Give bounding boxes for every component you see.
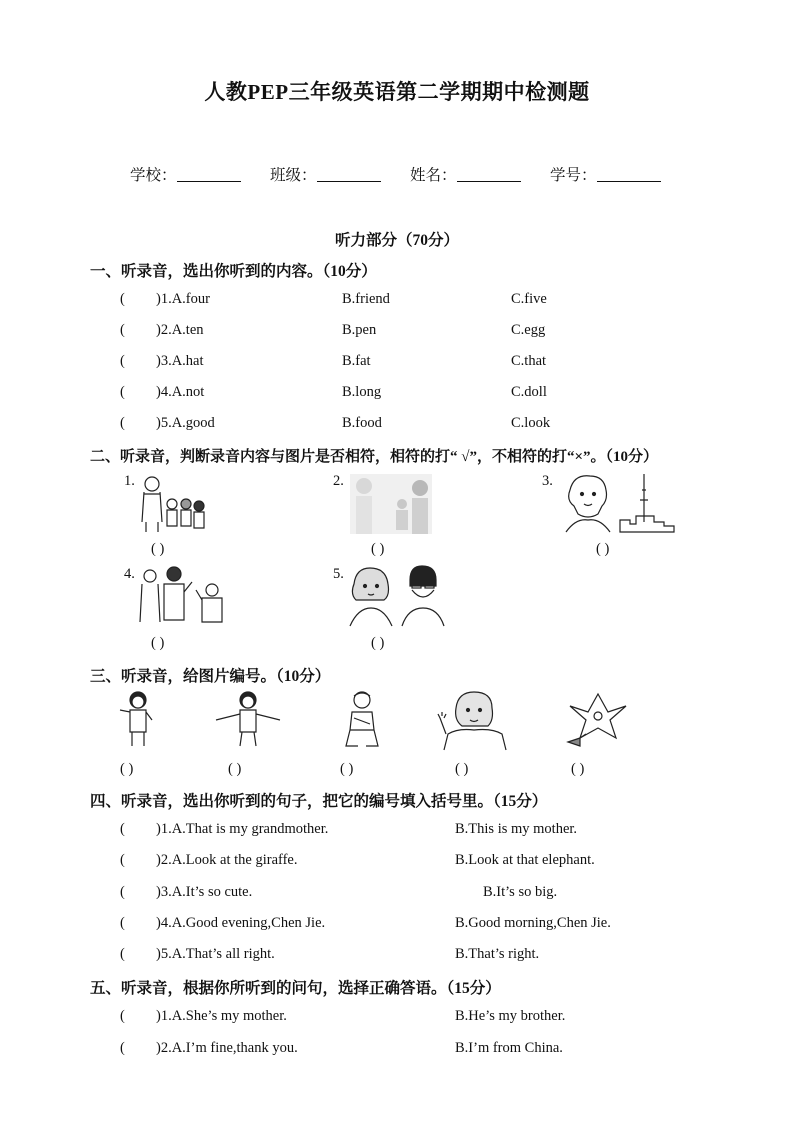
- option-b: B.friend: [342, 291, 390, 307]
- option-b: B.fat: [342, 353, 371, 369]
- option-a: )1.A.That is my grandmother.: [156, 821, 329, 837]
- answer-paren[interactable]: (: [120, 1040, 125, 1056]
- answer-paren[interactable]: (: [120, 384, 125, 400]
- picture-number: 3.: [542, 473, 553, 489]
- option-b: B.It’s so big.: [483, 884, 558, 900]
- option-a: )4.A.not: [156, 384, 205, 400]
- answer-paren[interactable]: (: [120, 415, 125, 431]
- answer-paren[interactable]: ( ): [596, 541, 610, 557]
- page-title: 人教PEP三年级英语第二学期期中检测题: [204, 80, 590, 104]
- answer-paren[interactable]: ( ): [228, 761, 242, 777]
- class-label: 班级：: [270, 167, 317, 184]
- option-c: C.look: [511, 415, 551, 431]
- woman-city-picture: [560, 470, 676, 539]
- boy-arms-out-picture: [212, 690, 284, 755]
- woman-waving-picture: [438, 690, 508, 755]
- option-b: B.pen: [342, 322, 377, 338]
- picture-number: 4.: [124, 566, 135, 582]
- option-a: )3.A.It’s so cute.: [156, 884, 253, 900]
- answer-paren[interactable]: ( ): [371, 635, 385, 651]
- answer-paren[interactable]: (: [120, 353, 125, 369]
- option-c: C.five: [511, 291, 547, 307]
- answer-paren[interactable]: (: [120, 946, 125, 962]
- answer-paren[interactable]: (: [120, 884, 125, 900]
- option-b: B.This is my mother.: [455, 821, 578, 837]
- listening-header: 听力部分（70分）: [334, 232, 459, 249]
- section2-title: 二、听录音，判断录音内容与图片是否相符，相符的打“ √”，不相符的打“×”。（10分）: [90, 449, 659, 465]
- answer-paren[interactable]: (: [120, 915, 125, 931]
- answer-paren[interactable]: ( ): [371, 541, 385, 557]
- number-field: [550, 163, 661, 185]
- option-c: C.egg: [511, 322, 546, 338]
- mother-son-picture: [350, 474, 432, 539]
- number-blank[interactable]: [597, 167, 661, 182]
- option-a: )3.A.hat: [156, 353, 204, 369]
- section5-title: 五、听录音，根据你所听到的问句，选择正确答语。（15分）: [90, 980, 501, 997]
- kite-picture: [566, 690, 630, 755]
- boy-pointing-picture: [118, 690, 158, 755]
- option-a: )4.A.Good evening,Chen Jie.: [156, 915, 326, 931]
- family-picture: [138, 474, 208, 539]
- option-a: )2.A.Look at the giraffe.: [156, 852, 298, 868]
- answer-paren[interactable]: ( ): [151, 541, 165, 557]
- section1-title: 一、听录音，选出你听到的内容。（10分）: [90, 263, 377, 280]
- option-b: B.food: [342, 415, 382, 431]
- option-a: )5.A.That’s all right.: [156, 946, 275, 962]
- option-c: C.doll: [511, 384, 547, 400]
- answer-paren[interactable]: ( ): [571, 761, 585, 777]
- class-blank[interactable]: [317, 167, 381, 182]
- picture-number: 5.: [333, 566, 344, 582]
- option-b: B.long: [342, 384, 382, 400]
- option-b: B.Good morning,Chen Jie.: [455, 915, 611, 931]
- option-b: B.I’m from China.: [455, 1040, 563, 1056]
- answer-paren[interactable]: ( ): [151, 635, 165, 651]
- school-label: 学校：: [130, 167, 177, 184]
- name-field: [410, 163, 521, 185]
- answer-paren[interactable]: (: [120, 1008, 125, 1024]
- class-field: [270, 163, 381, 185]
- section3-title: 三、听录音，给图片编号。（10分）: [90, 668, 331, 685]
- answer-paren[interactable]: (: [120, 821, 125, 837]
- answer-paren[interactable]: (: [120, 322, 125, 338]
- option-b: B.Look at that elephant.: [455, 852, 595, 868]
- picture-number: 1.: [124, 473, 135, 489]
- option-a: )5.A.good: [156, 415, 215, 431]
- option-a: )2.A.I’m fine,thank you.: [156, 1040, 298, 1056]
- option-a: )1.A.She’s my mother.: [156, 1008, 287, 1024]
- answer-paren[interactable]: ( ): [455, 761, 469, 777]
- girl-man-picture: [346, 564, 448, 631]
- school-blank[interactable]: [177, 167, 241, 182]
- option-a: )1.A.four: [156, 291, 210, 307]
- number-label: 学号：: [550, 167, 597, 184]
- option-b: B.That’s right.: [455, 946, 540, 962]
- option-b: B.He’s my brother.: [455, 1008, 566, 1024]
- name-label: 姓名：: [410, 167, 457, 184]
- greeting-picture: [136, 564, 232, 631]
- section4-title: 四、听录音，选出你听到的句子，把它的编号填入括号里。（15分）: [90, 793, 548, 810]
- option-a: )2.A.ten: [156, 322, 204, 338]
- picture-number: 2.: [333, 473, 344, 489]
- option-c: C.that: [511, 353, 547, 369]
- answer-paren[interactable]: ( ): [340, 761, 354, 777]
- name-blank[interactable]: [457, 167, 521, 182]
- answer-paren[interactable]: (: [120, 291, 125, 307]
- boy-sitting-picture: [342, 690, 382, 755]
- answer-paren[interactable]: ( ): [120, 761, 134, 777]
- answer-paren[interactable]: (: [120, 852, 125, 868]
- school-field: [130, 163, 241, 185]
